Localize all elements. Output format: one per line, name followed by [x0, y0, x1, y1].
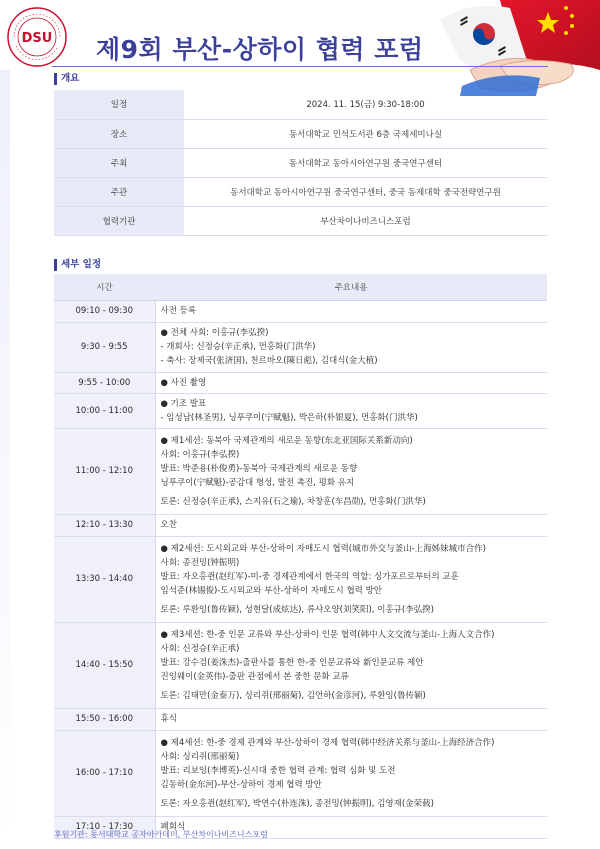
- content-cell: [155, 514, 547, 536]
- schedule-body: [54, 300, 547, 838]
- content-line: 닝푸쿠이(宁赋魁)-공감대 형성, 발전 촉진, 평화 유지: [160, 477, 355, 488]
- content-cell: [155, 322, 547, 372]
- table-row: [54, 90, 547, 119]
- table-row: [54, 372, 547, 393]
- content-line: 사전 등록: [160, 306, 197, 316]
- schedule-table: [54, 274, 547, 839]
- content-line: 진잉웨이(金英伟)-출판 관점에서 본 중한 문화 교류: [160, 671, 349, 682]
- info-key: 주최: [54, 148, 184, 177]
- flags-handshake-illustration: [440, 0, 600, 96]
- content-line: 발표: 자오홍쥔(赵红军)-미-중 경제관계에서 한국의 역할: 싱가포르로부터의 교훈: [160, 571, 459, 582]
- table-row: [54, 622, 547, 708]
- content-line: 토론: 루환잉(鲁传颖), 성현달(成炫达), 류샤오양(刘笑阳), 이홍규(李弘揆): [160, 604, 434, 615]
- content-cell: [155, 372, 547, 393]
- content-line: ● 제2세션: 도시외교와 부산-상하이 자매도시 협력(城市外交与釜山-上海姊妹城市合作): [160, 543, 486, 554]
- content-line: 휴식: [160, 714, 177, 724]
- title-underline: [52, 66, 548, 67]
- page-header: [0, 0, 600, 70]
- left-decoration-bar: [0, 70, 10, 849]
- content-line: 오찬: [160, 520, 177, 530]
- content-line: ● 제4세션: 한-중 경제 관계와 부산-상하이 경제 협력(韩中经济关系与釜山-上海经济合作): [160, 737, 495, 748]
- table-row: [54, 514, 547, 536]
- table-row: [54, 300, 547, 322]
- time-cell: 14:40 - 15:50: [54, 622, 155, 708]
- time-cell: 11:00 - 12:10: [54, 428, 155, 514]
- content-cell: [155, 393, 547, 428]
- content-line: ● 제1세션: 동북아 국제관계의 새로운 동향(东北亚国际关系新动向): [160, 435, 413, 446]
- content-line: ● 사진 촬영: [160, 377, 207, 388]
- svg-text:DSU: DSU: [21, 31, 53, 46]
- content-cell: [155, 708, 547, 730]
- content-line: - 임성남(林圣男), 닝푸쿠이(宁赋魁), 박은하(朴银夏), 먼홍화(门洪华): [160, 412, 418, 423]
- table-row: [54, 119, 547, 148]
- time-cell: 13:30 - 14:40: [54, 536, 155, 622]
- content-line: - 축사: 장제국(张济国), 천르바오(陳日彪), 김대식(金大植): [160, 356, 378, 366]
- info-key: 협력기관: [54, 206, 184, 235]
- content-line: 발표: 강수검(姜洙杰)-출판사를 통한 한-중 인문교류와 新인문교류 제안: [160, 657, 424, 668]
- table-row: [54, 148, 547, 177]
- content-cell: [155, 730, 547, 816]
- content-line: 발표: 박준용(朴俊勇)-동북아 국제관계의 새로운 동향: [160, 463, 358, 474]
- content-line: 토론: 자오홍쥔(赵红军), 박연수(朴连洙), 종전밍(钟振明), 김영재(金荣载): [160, 798, 434, 809]
- content-line: 토론: 김태만(金泰万), 싱리쥐(邢丽菊), 김언하(金彦河), 루환잉(鲁传颖): [160, 690, 426, 701]
- content-line: 사회: 이홍규(李弘揆): [160, 449, 240, 460]
- content-line: ● 제3세션: 한-중 인문 교류와 부산-상하이 인문 협력(韩中人文交流与釜山-上海人文合作): [160, 629, 495, 640]
- info-key: 일정: [54, 90, 184, 119]
- content-line: 사회: 싱리쥐(邢丽菊): [160, 751, 240, 762]
- time-cell: 09:10 - 09:30: [54, 300, 155, 322]
- col-header-time: 시간: [54, 274, 155, 300]
- table-header-row: [54, 274, 547, 300]
- content-line: 폐회식: [160, 822, 186, 832]
- time-cell: 9:55 - 10:00: [54, 372, 155, 393]
- info-value: 2024. 11. 15(금) 9:30-18:00: [184, 90, 547, 119]
- content-cell: [155, 300, 547, 322]
- info-value: 부산차이나비즈니스포럼: [184, 206, 547, 235]
- time-cell: 16:00 - 17:10: [54, 730, 155, 816]
- info-key: 주관: [54, 177, 184, 206]
- table-row: [54, 393, 547, 428]
- info-value: 동서대학교 동아시아연구원 중국연구센터, 중국 동제대학 중국전략연구원: [184, 177, 547, 206]
- content-line: 발표: 리보잉(李博英)-신시대 중한 협력 관계: 협력 심화 및 도전: [160, 765, 396, 776]
- time-cell: 12:10 - 13:30: [54, 514, 155, 536]
- content-line: 사회: 신정승(辛正承): [160, 643, 240, 654]
- info-value: 동서대학교 동아시아연구원 중국연구센터: [184, 148, 547, 177]
- table-row: [54, 322, 547, 372]
- content-line: ● 전체 사회: 이홍규(李弘揆): [160, 328, 269, 338]
- time-cell: 9:30 - 9:55: [54, 322, 155, 372]
- content-line: 김동하(金东河)-부산-상하이 경제 협력 방안: [160, 779, 322, 790]
- table-row: [54, 177, 547, 206]
- content-line: 토론: 신정승(辛正承), 스지유(石之瑜), 차창훈(车昌勋), 먼홍화(门洪华): [160, 496, 426, 507]
- info-key: 장소: [54, 119, 184, 148]
- overview-table: [54, 90, 547, 236]
- content-cell: [155, 428, 547, 514]
- col-header-content: 주요내용: [155, 274, 547, 300]
- content-cell: [155, 622, 547, 708]
- sponsor-footer: 후원기관: 동서대학교 공자아카데미, 부산차이나비즈니스포럼: [54, 830, 268, 839]
- content-line: 임석준(林锡俊)-도시외교와 부산-상하이 자매도시 협력 방안: [160, 585, 383, 596]
- table-row: [54, 206, 547, 235]
- overview-label: 개요: [54, 73, 79, 85]
- table-row: [54, 730, 547, 816]
- time-cell: 17:10 - 17:30: [54, 816, 155, 838]
- content-line: - 개회사: 신정승(辛正承), 먼홍화(门洪华): [160, 342, 316, 352]
- page-title: 제9회 부산-상하이 협력 포럼: [96, 35, 424, 64]
- content-cell: [155, 536, 547, 622]
- content-line: 사회: 종전밍(钟振明): [160, 557, 240, 568]
- dsu-logo: [6, 6, 68, 68]
- table-row: [54, 536, 547, 622]
- info-value: 동서대학교 민석도서관 6층 국제세미나실: [184, 119, 547, 148]
- content-line: ● 기조 발표: [160, 398, 207, 409]
- schedule-label: 세부 일정: [54, 259, 101, 271]
- table-row: [54, 708, 547, 730]
- table-row: [54, 428, 547, 514]
- time-cell: 10:00 - 11:00: [54, 393, 155, 428]
- time-cell: 15:50 - 16:00: [54, 708, 155, 730]
